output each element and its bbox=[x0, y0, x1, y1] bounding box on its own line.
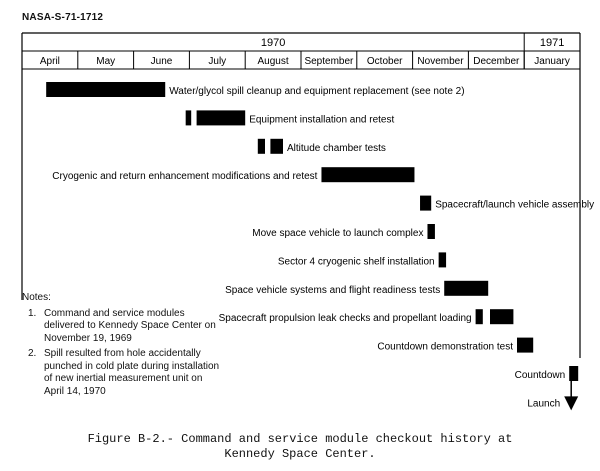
task-row bbox=[252, 224, 435, 239]
task-bar bbox=[476, 309, 483, 324]
launch-marker bbox=[564, 396, 578, 410]
task-bar bbox=[186, 110, 192, 125]
task-label: Countdown demonstration test bbox=[377, 341, 513, 353]
task-bar bbox=[197, 110, 246, 125]
notes-block bbox=[22, 292, 222, 398]
task-label: Launch bbox=[527, 398, 561, 410]
task-label: Sector 4 cryogenic shelf installation bbox=[277, 256, 435, 268]
month-label: August bbox=[257, 56, 289, 67]
document-id: NASA-S-71-1712 bbox=[22, 12, 104, 23]
month-label: April bbox=[39, 56, 60, 67]
task-bar bbox=[270, 139, 283, 154]
task-label: Altitude chamber tests bbox=[287, 142, 386, 154]
task-bar bbox=[321, 167, 414, 182]
task-label: Water/glycol spill cleanup and equipment replacement (see note 2) bbox=[169, 86, 465, 97]
note-2-number: 2. bbox=[28, 348, 37, 359]
task-bar bbox=[569, 366, 578, 381]
task-label: Move space vehicle to launch complex bbox=[252, 228, 424, 239]
task-label: Spacecraft/launch vehicle assembly bbox=[435, 199, 595, 211]
task-bar bbox=[46, 82, 165, 97]
task-bar bbox=[439, 252, 446, 267]
caption-line-2: Kennedy Space Center. bbox=[224, 447, 376, 461]
note-2-text: Spill resulted from hole accidentally punched in cold plate during installation of new inertial measurement unit on April 14, 1970 bbox=[44, 348, 220, 397]
task-row bbox=[186, 110, 395, 125]
note-1 bbox=[22, 308, 222, 346]
month-label: January bbox=[534, 56, 570, 67]
task-bar bbox=[258, 139, 265, 154]
task-row bbox=[278, 252, 446, 267]
month-label: October bbox=[366, 56, 403, 67]
month-label: May bbox=[96, 56, 116, 67]
task-label: Equipment installation and retest bbox=[249, 114, 395, 126]
task-row bbox=[420, 196, 594, 211]
task-row bbox=[515, 366, 579, 381]
task-bar bbox=[427, 224, 434, 239]
task-row bbox=[219, 309, 514, 324]
figure-caption bbox=[0, 432, 600, 462]
month-label: July bbox=[208, 56, 227, 67]
month-label: June bbox=[150, 56, 173, 67]
note-1-number: 1. bbox=[28, 307, 37, 319]
task-row bbox=[258, 139, 386, 154]
task-row bbox=[377, 338, 533, 353]
notes-heading: Notes: bbox=[22, 292, 51, 303]
task-bar bbox=[490, 309, 513, 324]
task-label: Spacecraft propulsion leak checks and propellant loading bbox=[218, 313, 472, 325]
task-label: Cryogenic and return enhancement modifications and retest bbox=[52, 171, 318, 183]
task-bar bbox=[444, 281, 488, 296]
note-2 bbox=[22, 348, 222, 398]
task-row bbox=[52, 167, 414, 182]
task-label: Countdown bbox=[514, 370, 566, 381]
month-label: November bbox=[417, 56, 464, 67]
year-label: 1971 bbox=[539, 37, 565, 49]
task-row bbox=[527, 380, 578, 410]
caption-line-1: Figure B-2.- Command and service module checkout history at bbox=[87, 432, 513, 446]
task-row bbox=[225, 281, 488, 296]
month-label: September bbox=[304, 56, 354, 67]
year-label: 1970 bbox=[260, 37, 286, 49]
task-label: Space vehicle systems and flight readiness tests bbox=[225, 284, 441, 296]
task-row bbox=[46, 82, 464, 97]
task-bar bbox=[420, 196, 431, 211]
month-label: December bbox=[473, 56, 520, 67]
task-bar bbox=[517, 338, 533, 353]
note-1-text: Command and service modules delivered to Kennedy Space Center on November 19, 1969 bbox=[44, 307, 216, 344]
